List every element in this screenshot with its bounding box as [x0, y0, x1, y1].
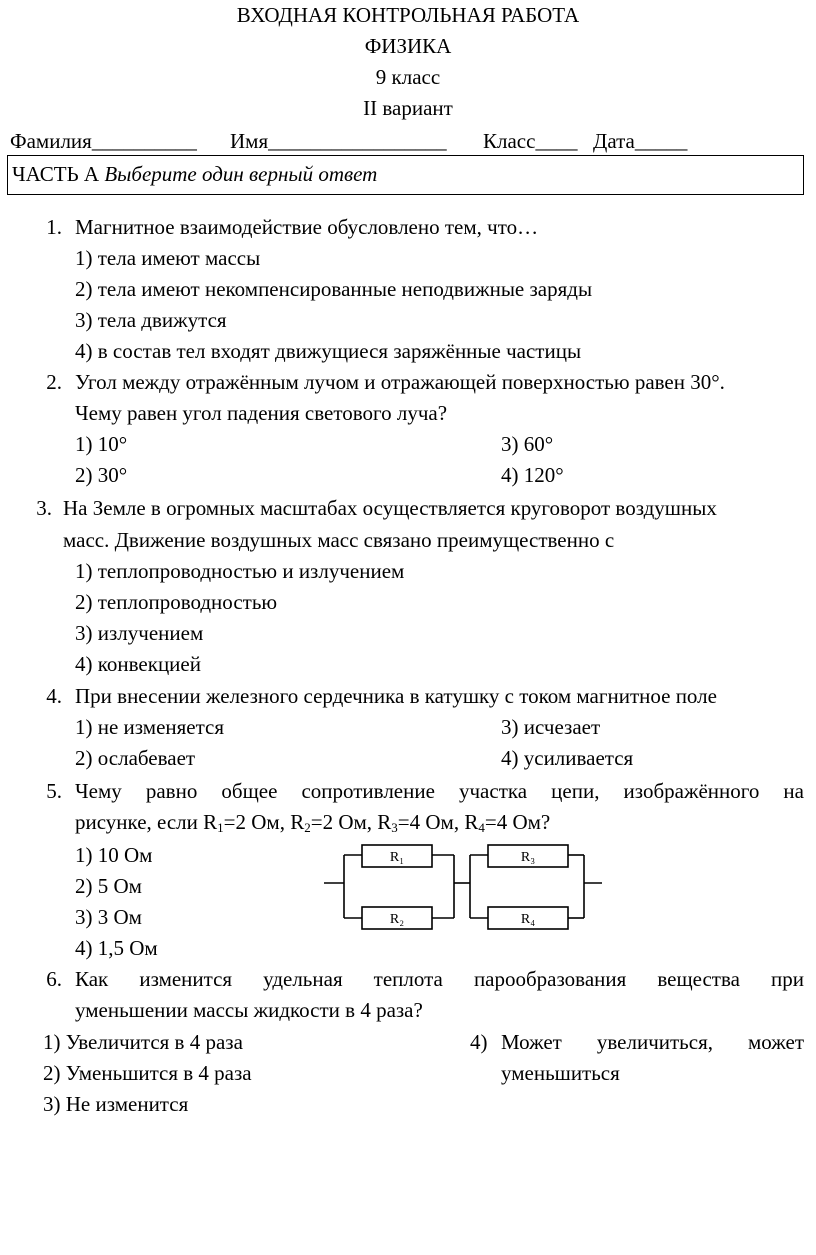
part-a-instruction: Выберите один верный ответ	[104, 162, 378, 186]
subject-title: ФИЗИКА	[364, 34, 452, 58]
part-a-label: ЧАСТЬ А	[12, 162, 100, 186]
q5-text-part: =4 Ом, R	[397, 810, 479, 834]
option-text: тела имеют массы	[97, 246, 261, 270]
option-text: 10 Ом	[97, 843, 153, 867]
worksheet-title: ВХОДНАЯ КОНТРОЛЬНАЯ РАБОТА	[236, 3, 580, 27]
option-number: 2)	[75, 874, 93, 898]
option-text: 5 Ом	[97, 874, 142, 898]
q5-text-part: =2 Ом, R	[223, 810, 305, 834]
question-5-line-2	[75, 812, 550, 833]
class-field[interactable]: Класс____	[483, 129, 578, 153]
r3-subscript: 3	[391, 820, 398, 835]
option-text: 10°	[97, 432, 128, 456]
question-5-line-1: Чему равно общее сопротивление участка цепи, изображённого на	[75, 779, 804, 803]
question-2-line-1: Угол между отражённым лучом и отражающей поверхностью равен 30°.	[75, 370, 725, 394]
variant-label: II вариант	[363, 96, 453, 120]
question-4-number: 4.	[46, 684, 62, 708]
r2-label: R₂	[389, 912, 405, 927]
q1-option-3[interactable]	[75, 310, 227, 331]
option-text: Увеличится в 4 раза	[65, 1030, 243, 1054]
question-2-number: 2.	[46, 370, 62, 394]
option-number: 4)	[75, 339, 93, 363]
q2-option-3[interactable]	[501, 434, 553, 455]
circuit-diagram	[318, 840, 608, 940]
r1-label: R₁	[389, 850, 405, 865]
q2-option-2[interactable]	[75, 465, 127, 486]
option-number: 1)	[75, 715, 93, 739]
r4-label: R₄	[520, 912, 536, 927]
option-number: 4)	[75, 652, 93, 676]
q1-option-4[interactable]	[75, 341, 581, 362]
q3-option-1[interactable]	[75, 561, 404, 582]
question-6-line-2: уменьшении массы жидкости в 4 раза?	[75, 998, 423, 1022]
q1-option-1[interactable]	[75, 248, 260, 269]
option-number: 3)	[43, 1092, 61, 1116]
option-number: 2)	[75, 277, 93, 301]
q5-option-4[interactable]	[75, 938, 158, 959]
q4-option-4[interactable]	[501, 748, 633, 769]
option-text: Уменьшится в 4 раза	[65, 1061, 252, 1085]
q6-option-4-line-1[interactable]: Может увеличиться, может	[501, 1030, 804, 1054]
option-text: тела движутся	[97, 308, 227, 332]
option-number: 2)	[75, 746, 93, 770]
option-number: 3)	[501, 432, 519, 456]
question-2-line-2: Чему равен угол падения светового луча?	[75, 401, 448, 425]
option-number: 3)	[75, 621, 93, 645]
q5-text-part: =4 Ом?	[484, 810, 551, 834]
option-text: Не изменится	[65, 1092, 189, 1116]
q3-option-4[interactable]	[75, 654, 201, 675]
option-text: исчезает	[523, 715, 601, 739]
r3-label: R₃	[520, 850, 536, 865]
option-number: 2)	[75, 463, 93, 487]
q5-text-part: рисунке, если R	[75, 810, 218, 834]
option-text: не изменяется	[97, 715, 225, 739]
surname-field[interactable]: Фамилия__________	[10, 129, 197, 153]
option-text: конвекцией	[97, 652, 201, 676]
q6-option-1[interactable]	[43, 1032, 243, 1053]
q3-option-3[interactable]	[75, 623, 203, 644]
option-number: 1)	[75, 432, 93, 456]
q5-option-1[interactable]	[75, 845, 152, 866]
option-text: 120°	[523, 463, 564, 487]
question-6-line-1: Как изменится удельная теплота парообразования вещества при	[75, 967, 804, 991]
r4-subscript: 4	[478, 820, 485, 835]
q5-text-part: =2 Ом, R	[310, 810, 392, 834]
option-text: излучением	[97, 621, 204, 645]
grade-label: 9 класс	[375, 65, 441, 89]
option-text: ослабевает	[97, 746, 196, 770]
option-text: 3 Ом	[97, 905, 142, 929]
option-number: 4)	[75, 936, 93, 960]
question-3-line-2: масс. Движение воздушных масс связано преимущественно с	[63, 528, 615, 552]
option-number: 2)	[43, 1061, 61, 1085]
q3-option-2[interactable]	[75, 592, 277, 613]
option-number: 3)	[501, 715, 519, 739]
option-number: 4)	[501, 463, 519, 487]
q6-option-4-line-2[interactable]: уменьшиться	[501, 1061, 620, 1085]
option-text: теплопроводностью и излучением	[97, 559, 405, 583]
r2-subscript: 2	[304, 820, 311, 835]
q5-option-2[interactable]	[75, 876, 142, 897]
option-text: 60°	[523, 432, 554, 456]
date-field[interactable]: Дата_____	[593, 129, 688, 153]
option-text: в состав тел входят движущиеся заряжённые частицы	[97, 339, 582, 363]
question-1-number: 1.	[46, 215, 62, 239]
option-text: усиливается	[523, 746, 634, 770]
q4-option-1[interactable]	[75, 717, 224, 738]
option-number: 1)	[75, 246, 93, 270]
q2-option-1[interactable]	[75, 434, 127, 455]
q2-option-4[interactable]	[501, 465, 564, 486]
option-text: 30°	[97, 463, 128, 487]
option-text: теплопроводностью	[97, 590, 278, 614]
option-number: 3)	[75, 308, 93, 332]
option-number: 4)	[501, 746, 519, 770]
q4-option-2[interactable]	[75, 748, 195, 769]
r1-subscript: 1	[217, 820, 224, 835]
question-5-number: 5.	[46, 779, 62, 803]
option-number: 1)	[43, 1030, 61, 1054]
q5-option-3[interactable]	[75, 907, 142, 928]
q1-option-2[interactable]	[75, 279, 592, 300]
option-number: 1)	[75, 843, 93, 867]
option-text: 1,5 Ом	[97, 936, 158, 960]
option-number: 1)	[75, 559, 93, 583]
option-text: тела имеют некомпенсированные неподвижные заряды	[97, 277, 593, 301]
question-1-text: Магнитное взаимодействие обусловлено тем, что…	[75, 215, 539, 239]
q6-option-4-number: 4)	[470, 1030, 488, 1054]
question-6-number: 6.	[46, 967, 62, 991]
name-field[interactable]: Имя_________________	[230, 129, 447, 153]
option-number: 2)	[75, 590, 93, 614]
option-number: 3)	[75, 905, 93, 929]
question-4-text: При внесении железного сердечника в катушку с током магнитное поле	[75, 684, 717, 708]
q6-option-2[interactable]	[43, 1063, 252, 1084]
q6-option-3[interactable]	[43, 1094, 188, 1115]
q4-option-3[interactable]	[501, 717, 600, 738]
question-3-line-1: На Земле в огромных масштабах осуществляется круговорот воздушных	[63, 496, 717, 520]
question-3-number: 3.	[36, 496, 52, 520]
part-a-heading	[12, 164, 377, 185]
